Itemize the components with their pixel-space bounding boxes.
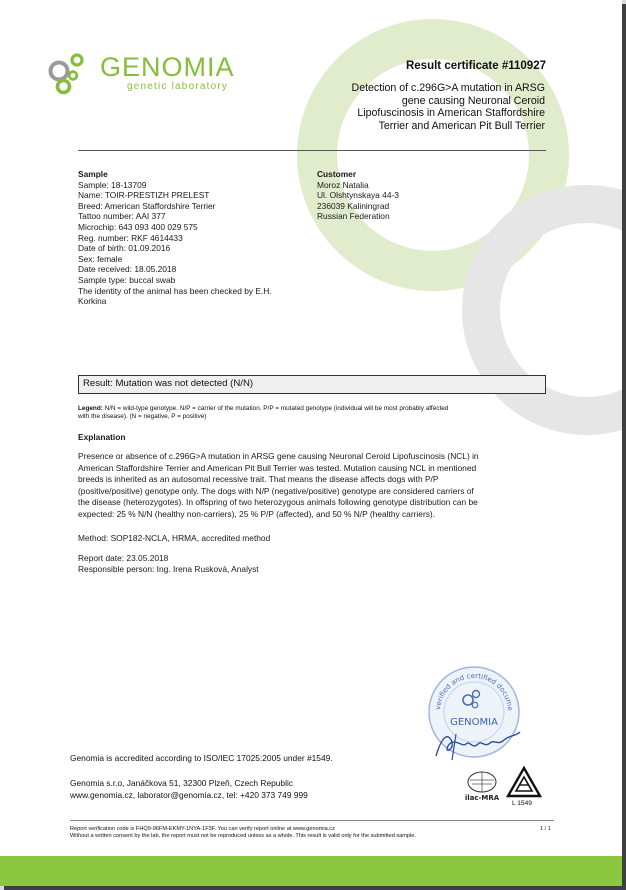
customer-line: Moroz Natalia: [317, 179, 369, 190]
sample-line: Breed: American Staffordshire Terrier: [78, 200, 216, 211]
sample-line: Sample: 18-13709: [78, 179, 147, 190]
sample-line: The identity of the animal has been checked by E.H.: [78, 285, 272, 296]
method-line: Method: SOP182-NCLA, HRMA, accredited method: [78, 533, 271, 543]
customer-line: Ul. Olshtynskaya 44-3: [317, 190, 399, 201]
sample-heading: Sample: [78, 169, 108, 179]
company-address: Genomia s.r.o, Janáčkova 51, 32300 Plzeň, Czech Republic: [70, 778, 293, 788]
genotype-legend: Legend: N/N = wild-type genotype. N/P = carrier of the mutation. P/P = mutated genotype (individual will be most probably affected with the disease). (N = negative, P = positive): [78, 405, 449, 421]
lab-number: L 1549: [512, 800, 532, 807]
logo-circles-icon: [48, 52, 100, 96]
signature-icon: [432, 726, 524, 762]
explanation-heading: Explanation: [78, 432, 126, 442]
header-divider: [78, 150, 546, 151]
certificate-number: Result certificate #110927: [405, 60, 546, 72]
sample-line: Tattoo number: AAI 377: [78, 211, 166, 222]
customer-line: 236039 Kaliningrad: [317, 200, 390, 211]
sample-section: [78, 169, 272, 307]
company-contact: www.genomia.cz, laborator@genomia.cz, tel: +420 373 749 999: [70, 790, 308, 800]
result-box: Result: Mutation was not detected (N/N): [78, 375, 546, 394]
customer-section: [317, 169, 399, 222]
svg-text:ilac-MRA: ilac-MRA: [464, 794, 500, 802]
explanation-paragraph: Presence or absence of c.296G>A mutation in ARSG gene causing Neuronal Ceroid Lipofuscinosis (NCL) in American Staffordshire Terrier and American Pit Bull Terrier was tested. Mutation causing NCL in mentioned breeds is inherited as an autosomal recessive trait. That means the disease affects dogs with P/P (positive/positive) genotype only. The dogs with N/P (negative/positive) genotype are considered carriers of the disease (heterozygotes). In offspring of two heterozygous animals following genotype distribution can be expected: 25 % N/N (healthy non-carriers), 25 % P/P (affected), and 50 % N/P (healthy carriers).: [78, 451, 479, 519]
accreditation-note: Genomia is accredited according to ISO/IEC 17025:2005 under #1549.: [70, 753, 333, 763]
sample-line: Date of birth: 01.09.2016: [78, 243, 171, 254]
responsible-person: Responsible person: Ing. Irena Rusková, Analyst: [78, 563, 259, 574]
logo-wordmark: GENOMIA: [100, 52, 235, 82]
page-number: 1 / 1: [540, 826, 551, 832]
logo-tagline: genetic laboratory: [127, 81, 229, 92]
test-description: Detection of c.296G>A mutation in ARSG gene causing Neuronal Ceroid Lipofuscinosis in American Staffordshire Terrier and American Pit Bull Terrier: [351, 82, 545, 132]
customer-heading: Customer: [317, 169, 357, 179]
footer-green-bar: [0, 856, 622, 886]
fine-print: Report verification code is FHQ9-96FM-EKMY-1NYA-1F3F. You can verify report online at www.genomia.cz Without a written consent by the lab, the report must not be reproduced unless as a whole. This result is valid only for the submitted sample.: [70, 826, 416, 839]
footer-divider: [70, 820, 554, 821]
sample-line: Name: TOIR-PRESTIZH PRELEST: [78, 190, 210, 201]
accreditation-triangle-icon: [506, 766, 542, 800]
sample-line: Reg. number: RKF 4614433: [78, 232, 183, 243]
ilac-mra-logo-icon: [462, 770, 502, 802]
sample-line: Sample type: buccal swab: [78, 274, 176, 285]
sample-line: Date received: 18.05.2018: [78, 264, 177, 275]
sample-line: Microchip: 643 093 400 029 575: [78, 221, 198, 232]
report-date: Report date: 23.05.2018: [78, 553, 169, 563]
genomia-logo: [48, 52, 278, 96]
sample-line: Korkina: [78, 296, 107, 307]
svg-text:verified and certified documen: verified and certified docume: [434, 671, 515, 712]
report-info: [78, 553, 259, 574]
svg-text:GENOMIA: GENOMIA: [450, 717, 498, 728]
customer-line: Russian Federation: [317, 211, 390, 222]
sample-line: Sex: female: [78, 253, 123, 264]
